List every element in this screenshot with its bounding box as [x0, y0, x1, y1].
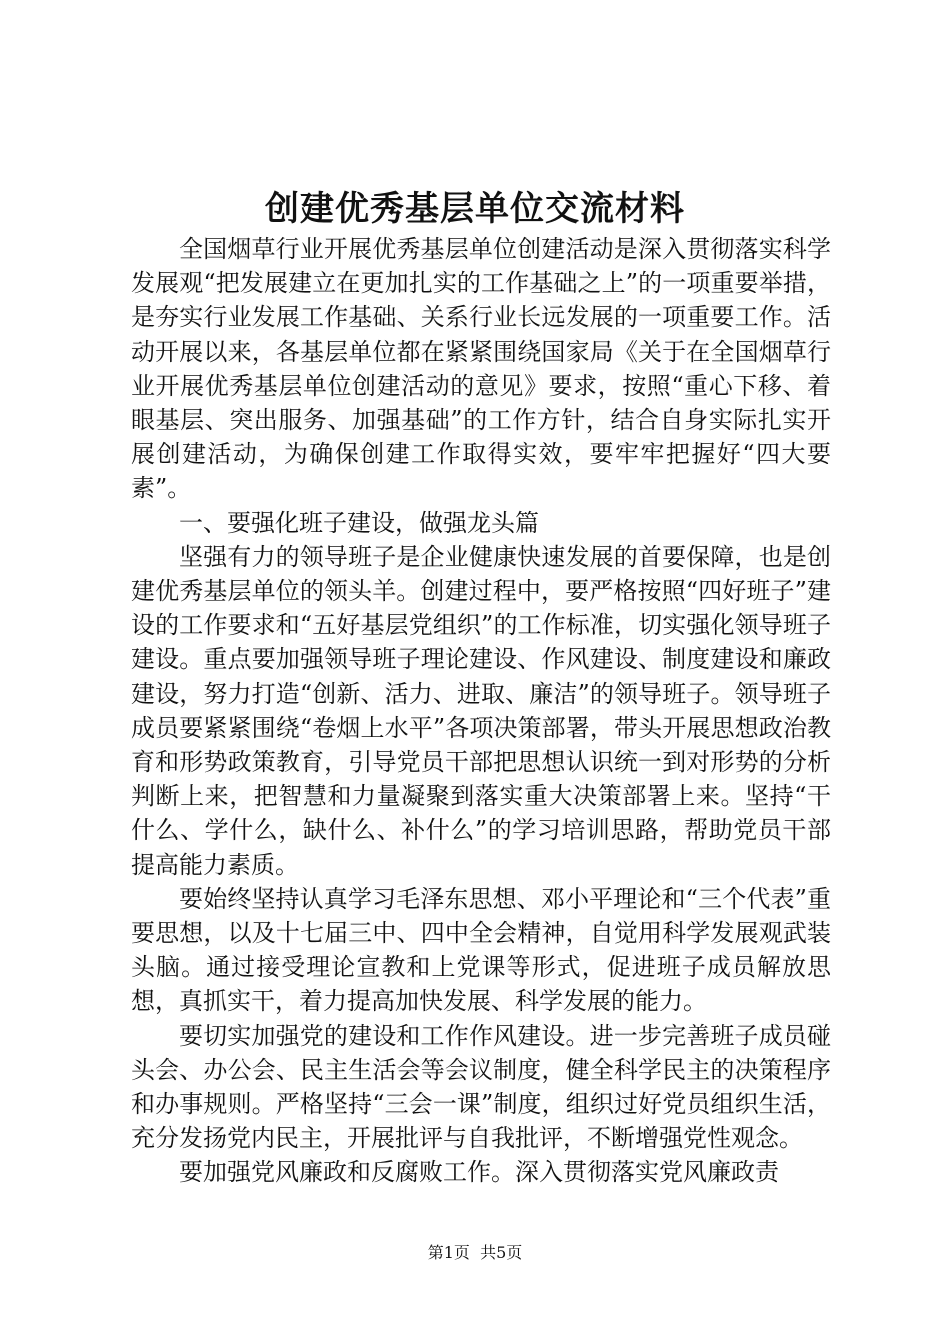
- paragraph: 要加强党风廉政和反腐败工作。深入贯彻落实党风廉政责: [179, 1158, 779, 1187]
- paragraph: 要切实加强党的建设和工作作风建设。进一步完善班子成员碰头会、办公会、民主生活会等会议制度，健全科学民主的决策程序和办事规则。严格坚持“三会一课”制度，组织过好党员组织生活，充分发扬党内民主，开展批评与自我批评，不断增强党性观念。: [131, 1021, 831, 1153]
- paragraph: 坚强有力的领导班子是企业健康快速发展的首要保障，也是创建优秀基层单位的领头羊。创建过程中，要严格按照“四好班子”建设的工作要求和“五好基层党组织”的工作标准，切实强化领导班子建设。重点要加强领导班子理论建设、作风建设、制度建设和廉政建设，努力打造“创新、活力、进取、廉洁”的领导班子。领导班子成员要紧紧围绕“卷烟上水平”各项决策部署，带头开展思想政治教育和形势政策教育，引导党员干部把思想认识统一到对形势的分析判断上来，把智慧和力量凝聚到落实重大决策部署上来。坚持“干什么、学什么，缺什么、补什么”的学习培训思路，帮助党员干部提高能力素质。: [131, 542, 831, 879]
- document-title: 创建优秀基层单位交流材料: [265, 189, 685, 229]
- paragraph: 要始终坚持认真学习毛泽东思想、邓小平理论和“三个代表”重要思想，以及十七届三中、四中全会精神，自觉用科学发展观武装头脑。通过接受理论宣教和上党课等形式，促进班子成员解放思想，真抓实干，着力提高加快发展、科学发展的能力。: [131, 884, 831, 1016]
- page-footer: 第1页 共5页: [427, 1243, 523, 1262]
- document-body: [131, 232, 831, 1190]
- paragraph-intro: 全国烟草行业开展优秀基层单位创建活动是深入贯彻落实科学发展观“把发展建立在更加扎实的工作基础之上”的一项重要举措，是夯实行业发展工作基础、关系行业长远发展的一项重要工作。活动开展以来，各基层单位都在紧紧围绕国家局《关于在全国烟草行业开展优秀基层单位创建活动的意见》要求，按照“重心下移、着眼基层、突出服务、加强基础”的工作方针，结合自身实际扎实开展创建活动，为确保创建工作取得实效，要牢牢把握好“四大要素”。: [131, 235, 831, 503]
- section-heading: 一、要强化班子建设，做强龙头篇: [179, 508, 539, 537]
